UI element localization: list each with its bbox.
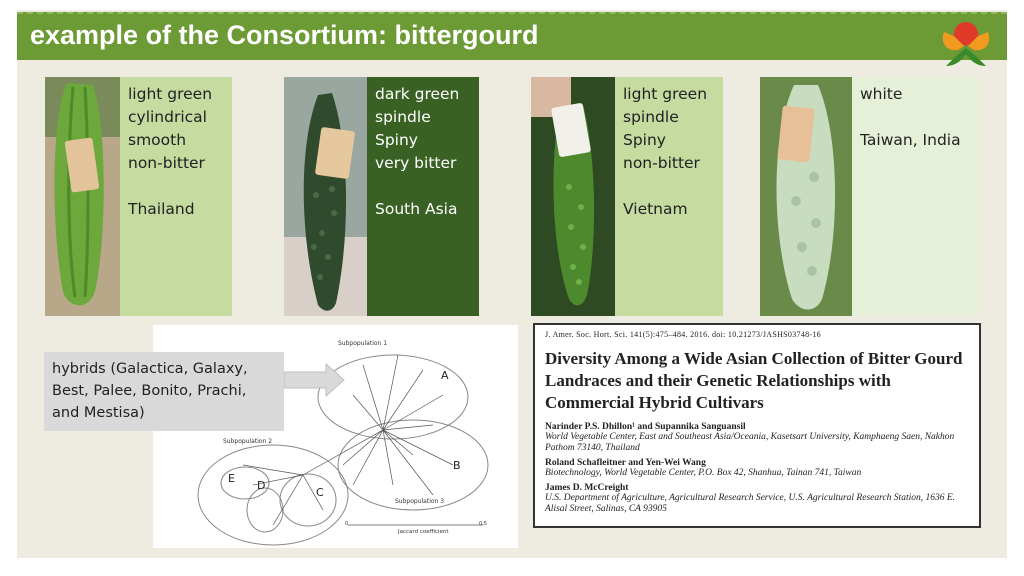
- variety-trait: [128, 175, 232, 198]
- variety-trait: light green: [128, 85, 213, 103]
- paper-affiliation: World Vegetable Center, East and Southeast Asia/Oceania, Kasetsart University, Kamphaeng Saen, Nakhon Pathom 73140, Thailand: [545, 432, 955, 453]
- journal-citation: J. Amer. Soc. Hort. Sci. 141(5):475–484. 2016. doi: 10.21273/JASHS03748-16: [545, 330, 821, 339]
- paper-authors: Narinder P.S. Dhillon¹ and Supannika Sanguansil: [545, 422, 746, 432]
- axis-label: Jaccard coefficient: [398, 529, 449, 535]
- variety-origin: Taiwan, India: [860, 131, 961, 149]
- variety-trait: dark green: [375, 85, 460, 103]
- subpopulation-label: Subpopulation 2: [223, 438, 273, 445]
- group-label: D: [257, 479, 266, 492]
- variety-trait: Spiny: [623, 131, 666, 149]
- worldveg-logo-icon: [936, 16, 996, 70]
- paper-affiliation: Biotechnology, World Vegetable Center, P.O. Box 42, Shanhua, Tainan 741, Taiwan: [545, 468, 862, 478]
- variety-trait: [623, 175, 723, 198]
- variety-trait: spindle: [375, 108, 431, 126]
- variety-trait: cylindrical: [128, 108, 207, 126]
- variety-trait: [860, 106, 979, 129]
- bittergourd-photo-thailand: [45, 77, 120, 316]
- subpopulation-label: Subpopulation 1: [338, 340, 388, 347]
- variety-trait: non-bitter: [623, 154, 700, 172]
- variety-description-south-asia: [367, 77, 479, 316]
- paper-authors: James D. McCreight: [545, 483, 629, 493]
- subpopulation-label: Subpopulation 3: [395, 498, 445, 505]
- variety-trait: [375, 175, 479, 198]
- variety-description-vietnam: [615, 77, 723, 316]
- axis-tick: 0.5: [479, 521, 487, 527]
- variety-trait: smooth: [128, 131, 187, 149]
- variety-origin: South Asia: [375, 200, 458, 218]
- variety-description-white: [852, 77, 979, 316]
- variety-origin: Vietnam: [623, 200, 688, 218]
- slide-title: example of the Consortium: bittergourd: [30, 20, 539, 50]
- variety-trait: spindle: [623, 108, 679, 126]
- bittergourd-photo-vietnam: [531, 77, 615, 316]
- group-label: A: [441, 369, 449, 382]
- variety-trait: non-bitter: [128, 154, 205, 172]
- group-label: B: [453, 459, 461, 472]
- paper-excerpt: [533, 323, 981, 528]
- hybrids-callout: hybrids (Galactica, Galaxy, Best, Palee, Bonito, Prachi, and Mestisa): [44, 352, 284, 431]
- group-label: C: [316, 486, 324, 499]
- bittergourd-photo-white: [760, 77, 852, 316]
- variety-trait: very bitter: [375, 154, 457, 172]
- variety-trait: light green: [623, 85, 708, 103]
- variety-trait: Spiny: [375, 131, 418, 149]
- paper-title: Diversity Among a Wide Asian Collection of Bitter Gourd Landraces and their Genetic Relationships with Commercial Hybrid Cultivars: [545, 349, 963, 412]
- arrow-right-icon: [284, 362, 346, 398]
- axis-tick: 0: [345, 521, 349, 527]
- paper-affiliation: U.S. Department of Agriculture, Agricultural Research Service, U.S. Agricultural Research Station, 1636 E. Alisal Street, Salinas, CA 93905: [545, 493, 956, 514]
- paper-authors: Roland Schafleitner and Yen-Wei Wang: [545, 458, 706, 468]
- variety-description-thailand: [120, 77, 232, 316]
- variety-origin: Thailand: [128, 200, 195, 218]
- group-label: E: [228, 472, 235, 485]
- variety-trait: white: [860, 85, 903, 103]
- bittergourd-photo-south-asia: [284, 77, 367, 316]
